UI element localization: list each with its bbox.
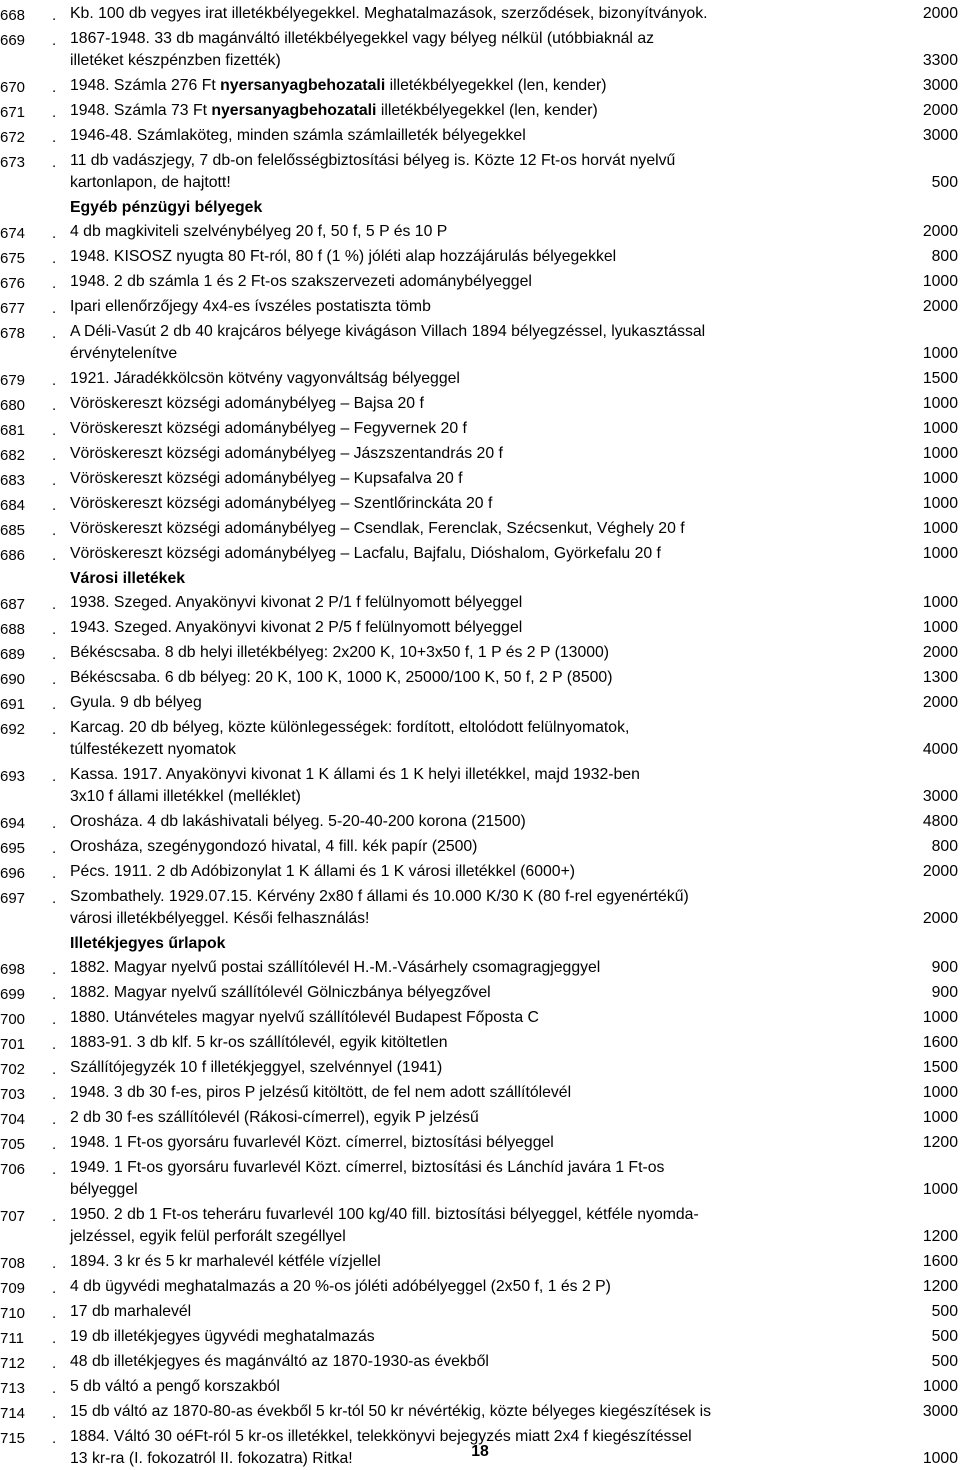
lot-row [0, 271, 960, 293]
lot-row [0, 518, 960, 540]
lot-description: 1948. Számla 73 Ft nyersanyagbehozatali illetékbélyegekkel (len, kender) [70, 102, 598, 119]
lot-row [0, 100, 960, 122]
lot-description: 1921. Járadékkölcsön kötvény vagyonváltság bélyeggel [70, 370, 460, 387]
lot-row [0, 468, 960, 490]
lot-number: 677 [0, 300, 26, 317]
lot-description: 1938. Szeged. Anyakönyvi kivonat 2 P/1 f felülnyomott bélyeggel [70, 594, 523, 611]
lot-description: Ipari ellenőrzőjegy 4x4-es ívszéles postatiszta tömb [70, 298, 431, 315]
lot-number-dot: . [52, 225, 57, 242]
lot-row [0, 28, 960, 72]
lot-number: 688 [0, 621, 26, 638]
lot-price: 500 [931, 1353, 958, 1370]
lot-number-dot: . [52, 1136, 57, 1153]
lot-price: 2000 [922, 910, 958, 927]
lot-description: 19 db illetékjegyes ügyvédi meghatalmazás [70, 1328, 375, 1345]
lot-number-dot: . [52, 472, 57, 489]
lot-row [0, 642, 960, 664]
lot-number: 680 [0, 397, 26, 414]
lot-number: 691 [0, 696, 26, 713]
lot-number-dot: . [52, 1086, 57, 1103]
lot-description: 1950. 2 db 1 Ft-os teheráru fuvarlevél 100 kg/40 fill. biztosítási bélyeggel, kétféle nyomda- jelzéssel, egyik felül perforált szegéllyel [70, 1206, 699, 1245]
lot-price: 1000 [922, 545, 958, 562]
lot-number: 684 [0, 497, 26, 514]
lot-number-dot: . [52, 1255, 57, 1272]
lot-row [0, 1032, 960, 1054]
lot-number: 679 [0, 372, 26, 389]
lot-price: 2000 [922, 644, 958, 661]
lot-row [0, 1351, 960, 1373]
lot-number-dot: . [52, 721, 57, 738]
lot-price: 1000 [922, 1378, 958, 1395]
lot-description: 1946-48. Számlaköteg, minden számla számlailleték bélyegekkel [70, 127, 526, 144]
lot-row [0, 75, 960, 97]
lot-number: 698 [0, 961, 26, 978]
lot-row [0, 1007, 960, 1029]
lot-row [0, 418, 960, 440]
lot-row [0, 321, 960, 365]
lot-row [0, 368, 960, 390]
lot-number: 687 [0, 596, 26, 613]
lot-price: 1200 [922, 1134, 958, 1151]
lot-description: Szállítójegyzék 10 f illetékjeggyel, szelvénnyel (1941) [70, 1059, 443, 1076]
lot-row [0, 1376, 960, 1398]
lot-row [0, 1204, 960, 1248]
lot-number: 715 [0, 1430, 26, 1447]
lot-number: 709 [0, 1280, 26, 1297]
lot-row [0, 1157, 960, 1201]
lot-price: 1000 [922, 495, 958, 512]
lot-number: 702 [0, 1061, 26, 1078]
lot-number: 686 [0, 547, 26, 564]
lot-row [0, 1276, 960, 1298]
lot-description: 1884. Váltó 30 oéFt-ról 5 kr-os illetékkel, telekkönyvi bejegyzés miatt 2x4 f kiegészítéssel 13 kr-ra (I. fokozatról II. fokozatra) Ritka! [70, 1428, 692, 1467]
lot-description: 1948. 1 Ft-os gyorsáru fuvarlevél Közt. címerrel, biztosítási bélyeggel [70, 1134, 554, 1151]
lot-row [0, 543, 960, 565]
lot-number-dot: . [52, 865, 57, 882]
lot-price: 3000 [922, 77, 958, 94]
lot-description: 1943. Szeged. Anyakönyvi kivonat 2 P/5 f felülnyomott bélyeggel [70, 619, 523, 636]
lot-number-dot: . [52, 300, 57, 317]
lot-description: Gyula. 9 db bélyeg [70, 694, 202, 711]
lot-price: 1000 [922, 445, 958, 462]
lot-price: 1000 [922, 619, 958, 636]
lot-number: 675 [0, 250, 26, 267]
lot-row [0, 443, 960, 465]
lot-number: 705 [0, 1136, 26, 1153]
lot-description: 11 db vadászjegy, 7 db-on felelősségbiztosítási bélyeg is. Közte 12 Ft-os horvát nyelvű kartonlapon, de hajtott! [70, 152, 676, 191]
lot-number-dot: . [52, 1061, 57, 1078]
lot-description: Kassa. 1917. Anyakönyvi kivonat 1 K állami és 1 K helyi illetékkel, majd 1932-ben 3x10 f állami illetékkel (melléklet) [70, 766, 640, 805]
lot-number: 683 [0, 472, 26, 489]
emphasis: nyersanyagbehozatali [220, 77, 386, 94]
lot-price: 2000 [922, 298, 958, 315]
lot-price: 1000 [922, 1009, 958, 1026]
lot-description: Vöröskereszt községi adománybélyeg – Csendlak, Ferenclak, Szécsenkut, Véghely 20 f [70, 520, 685, 537]
lot-row [0, 717, 960, 761]
lot-number-dot: . [52, 422, 57, 439]
lot-number-dot: . [52, 1111, 57, 1128]
lot-row [0, 246, 960, 268]
lot-description: Vöröskereszt községi adománybélyeg – Bajsa 20 f [70, 395, 424, 412]
lot-description: 5 db váltó a pengő korszakból [70, 1378, 280, 1395]
lot-number: 670 [0, 79, 26, 96]
lot-number: 710 [0, 1305, 26, 1322]
lot-number-dot: . [52, 1380, 57, 1397]
lot-number: 676 [0, 275, 26, 292]
lot-price: 1000 [922, 1109, 958, 1126]
lot-row [0, 764, 960, 808]
lot-number-dot: . [52, 325, 57, 342]
lot-price: 1200 [922, 1278, 958, 1295]
lot-description: 1880. Utánvételes magyar nyelvű szállítólevél Budapest Főposta C [70, 1009, 539, 1026]
lot-description: Vöröskereszt községi adománybélyeg – Jászszentandrás 20 f [70, 445, 503, 462]
lot-number-dot: . [52, 596, 57, 613]
lot-number: 685 [0, 522, 26, 539]
lot-number: 693 [0, 768, 26, 785]
lot-row [0, 1082, 960, 1104]
lot-price: 1300 [922, 669, 958, 686]
lot-number: 668 [0, 7, 26, 24]
lot-number: 712 [0, 1355, 26, 1372]
lot-number-dot: . [52, 1280, 57, 1297]
lot-row [0, 811, 960, 833]
lot-number: 669 [0, 32, 26, 49]
lot-number: 694 [0, 815, 26, 832]
lot-price: 1000 [922, 273, 958, 290]
lot-number-dot: . [52, 1036, 57, 1053]
lot-price: 1000 [922, 520, 958, 537]
lot-number: 678 [0, 325, 26, 342]
lot-number-dot: . [52, 1430, 57, 1447]
section-heading: Illetékjegyes űrlapok [70, 935, 226, 952]
lot-description: Orosháza. 4 db lakáshivatali bélyeg. 5-20-40-200 korona (21500) [70, 813, 526, 830]
lot-description: 2 db 30 f-es szállítólevél (Rákosi-címerrel), egyik P jelzésű [70, 1109, 479, 1126]
lot-number-dot: . [52, 1208, 57, 1225]
lot-number-dot: . [52, 768, 57, 785]
lot-price: 3300 [922, 52, 958, 69]
lot-number: 692 [0, 721, 26, 738]
lot-number-dot: . [52, 986, 57, 1003]
lot-row [0, 692, 960, 714]
lot-price: 1600 [922, 1253, 958, 1270]
lot-number-dot: . [52, 447, 57, 464]
lot-row [0, 957, 960, 979]
lot-price: 1500 [922, 370, 958, 387]
lot-row [0, 1301, 960, 1323]
lot-number-dot: . [52, 7, 57, 24]
lot-description: 1948. 2 db számla 1 és 2 Ft-os szakszervezeti adománybélyeggel [70, 273, 532, 290]
lot-description: 15 db váltó az 1870-80-as évekből 5 kr-tól 50 kr névértékig, közte bélyeges kiegészítések is [70, 1403, 712, 1420]
lot-price: 1000 [922, 1084, 958, 1101]
lot-number: 681 [0, 422, 26, 439]
lot-number-dot: . [52, 1011, 57, 1028]
lot-number-dot: . [52, 1355, 57, 1372]
lot-number: 703 [0, 1086, 26, 1103]
lot-description: Vöröskereszt községi adománybélyeg – Fegyvernek 20 f [70, 420, 467, 437]
lot-description: Orosháza, szegénygondozó hivatal, 4 fill. kék papír (2500) [70, 838, 478, 855]
lot-description: 4 db ügyvédi meghatalmazás a 20 %-os jóléti adóbélyeggel (2x50 f, 1 és 2 P) [70, 1278, 611, 1295]
lot-number: 713 [0, 1380, 26, 1397]
lot-price: 800 [931, 248, 958, 265]
lot-description: 1883-91. 3 db klf. 5 kr-os szállítólevél, egyik kitöltetlen [70, 1034, 448, 1051]
lot-number-dot: . [52, 154, 57, 171]
lot-number: 671 [0, 104, 26, 121]
lot-price: 1000 [922, 594, 958, 611]
lot-price: 800 [931, 838, 958, 855]
lot-description: 1867-1948. 33 db magánváltó illetékbélyegekkel vagy bélyeg nélkül (utóbbiaknál az illetéket készpénzben fizették) [70, 30, 654, 69]
lot-row [0, 150, 960, 194]
lot-description: 1949. 1 Ft-os gyorsáru fuvarlevél Közt. címerrel, biztosítási és Lánchíd javára 1 Ft-os bélyeggel [70, 1159, 665, 1198]
lot-row [0, 1107, 960, 1129]
lot-description: 1882. Magyar nyelvű postai szállítólevél H.-M.-Vásárhely csomagragjeggyel [70, 959, 601, 976]
lot-description: 1882. Magyar nyelvű szállítólevél Gölniczbánya bélyegzővel [70, 984, 491, 1001]
lot-description: 1894. 3 kr és 5 kr marhalevél kétféle vízjellel [70, 1253, 381, 1270]
lot-number: 673 [0, 154, 26, 171]
lot-number: 697 [0, 890, 26, 907]
lot-number: 672 [0, 129, 26, 146]
lot-number-dot: . [52, 79, 57, 96]
lot-description: A Déli-Vasút 2 db 40 krajcáros bélyege kivágáson Villach 1894 bélyegzéssel, lyukasztással érvénytelenítve [70, 323, 706, 362]
lot-row [0, 861, 960, 883]
lot-row [0, 1057, 960, 1079]
lot-number: 700 [0, 1011, 26, 1028]
lot-number: 707 [0, 1208, 26, 1225]
lot-description: 1948. Számla 276 Ft nyersanyagbehozatali illetékbélyegekkel (len, kender) [70, 77, 607, 94]
lot-price: 1600 [922, 1034, 958, 1051]
lot-price: 1000 [922, 345, 958, 362]
lot-number: 695 [0, 840, 26, 857]
lot-number-dot: . [52, 1330, 57, 1347]
lot-price: 4800 [922, 813, 958, 830]
lot-price: 900 [931, 959, 958, 976]
lot-number-dot: . [52, 397, 57, 414]
lot-price: 500 [931, 1303, 958, 1320]
lot-number: 714 [0, 1405, 26, 1422]
lot-number-dot: . [52, 696, 57, 713]
section-heading: Egyéb pénzügyi bélyegek [70, 199, 263, 216]
lot-number-dot: . [52, 497, 57, 514]
lot-number-dot: . [52, 1305, 57, 1322]
lot-number-dot: . [52, 890, 57, 907]
lot-number: 690 [0, 671, 26, 688]
lot-price: 2000 [922, 102, 958, 119]
lot-price: 3000 [922, 1403, 958, 1420]
lot-price: 3000 [922, 127, 958, 144]
lot-row [0, 493, 960, 515]
lot-description: 48 db illetékjegyes és magánváltó az 1870-1930-as évekből [70, 1353, 489, 1370]
lot-number: 699 [0, 986, 26, 1003]
lot-row [0, 836, 960, 858]
lot-price: 1000 [922, 470, 958, 487]
lot-number-dot: . [52, 646, 57, 663]
lot-price: 2000 [922, 863, 958, 880]
lot-number: 682 [0, 447, 26, 464]
lot-number-dot: . [52, 129, 57, 146]
lot-number: 701 [0, 1036, 26, 1053]
lot-price: 3000 [922, 788, 958, 805]
lot-row [0, 982, 960, 1004]
lot-row [0, 1326, 960, 1348]
lot-description: 4 db magkiviteli szelvénybélyeg 20 f, 50 f, 5 P és 10 P [70, 223, 448, 240]
lot-row [0, 667, 960, 689]
lot-price: 1500 [922, 1059, 958, 1076]
lot-number: 704 [0, 1111, 26, 1128]
lot-price: 900 [931, 984, 958, 1001]
lot-number-dot: . [52, 250, 57, 267]
lot-price: 1000 [922, 1450, 958, 1467]
lot-number: 708 [0, 1255, 26, 1272]
lot-description: 1948. KISOSZ nyugta 80 Ft-ról, 80 f (1 %) jóléti alap hozzájárulás bélyegekkel [70, 248, 617, 265]
lot-row [0, 1132, 960, 1154]
lot-description: Szombathely. 1929.07.15. Kérvény 2x80 f állami és 10.000 K/30 K (80 f-rel egyenértékű) városi illetékbélyeggel. Késői felhasználás! [70, 888, 689, 927]
section-heading: Városi illetékek [70, 570, 186, 587]
lot-number-dot: . [52, 104, 57, 121]
lot-description: Pécs. 1911. 2 db Adóbizonylat 1 K állami és 1 K városi illetékkel (6000+) [70, 863, 576, 880]
lot-price: 4000 [922, 741, 958, 758]
lot-description: 1948. 3 db 30 f-es, piros P jelzésű kitöltött, de fel nem adott szállítólevél [70, 1084, 572, 1101]
lot-description: Vöröskereszt községi adománybélyeg – Szentlőrinckáta 20 f [70, 495, 493, 512]
lot-description: Karcag. 20 db bélyeg, közte különlegességek: fordított, eltolódott felülnyomatok, túlfestékezett nyomatok [70, 719, 630, 758]
lot-description: Kb. 100 db vegyes irat illetékbélyegekkel. Meghatalmazások, szerződések, bizonyítványok. [70, 5, 708, 22]
lot-number-dot: . [52, 961, 57, 978]
lot-row [0, 617, 960, 639]
lot-price: 1000 [922, 1181, 958, 1198]
lot-price: 2000 [922, 5, 958, 22]
lot-number-dot: . [52, 32, 57, 49]
lot-price: 1000 [922, 420, 958, 437]
lot-price: 1200 [922, 1228, 958, 1245]
lot-number-dot: . [52, 547, 57, 564]
lot-description: Békéscsaba. 8 db helyi illetékbélyeg: 2x200 K, 10+3x50 f, 1 P és 2 P (13000) [70, 644, 610, 661]
lot-description: Vöröskereszt községi adománybélyeg – Lacfalu, Bajfalu, Dióshalom, Györkefalu 20 f [70, 545, 661, 562]
page-number: 18 [471, 1443, 489, 1460]
lot-price: 2000 [922, 223, 958, 240]
lot-price: 500 [931, 174, 958, 191]
lot-row [0, 1401, 960, 1423]
lot-row [0, 3, 960, 25]
lot-row [0, 296, 960, 318]
lot-description: 17 db marhalevél [70, 1303, 192, 1320]
emphasis: nyersanyagbehozatali [211, 102, 377, 119]
lot-number-dot: . [52, 840, 57, 857]
lot-row [0, 393, 960, 415]
lot-number-dot: . [52, 522, 57, 539]
lot-number-dot: . [52, 275, 57, 292]
lot-row [0, 125, 960, 147]
lot-number-dot: . [52, 372, 57, 389]
lot-number-dot: . [52, 1161, 57, 1178]
lot-number: 689 [0, 646, 26, 663]
lot-number: 696 [0, 865, 26, 882]
lot-number: 674 [0, 225, 26, 242]
lot-row [0, 1251, 960, 1273]
lot-row [0, 592, 960, 614]
lot-number-dot: . [52, 621, 57, 638]
lot-description: Békéscsaba. 6 db bélyeg: 20 K, 100 K, 1000 K, 25000/100 K, 50 f, 2 P (8500) [70, 669, 613, 686]
lot-number-dot: . [52, 815, 57, 832]
lot-price: 1000 [922, 395, 958, 412]
lot-row [0, 886, 960, 930]
lot-row [0, 221, 960, 243]
lot-number-dot: . [52, 1405, 57, 1422]
lot-number-dot: . [52, 671, 57, 688]
lot-number: 706 [0, 1161, 26, 1178]
lot-price: 2000 [922, 694, 958, 711]
lot-description: Vöröskereszt községi adománybélyeg – Kupsafalva 20 f [70, 470, 463, 487]
lot-number: 711 [0, 1330, 24, 1347]
lot-price: 500 [931, 1328, 958, 1345]
